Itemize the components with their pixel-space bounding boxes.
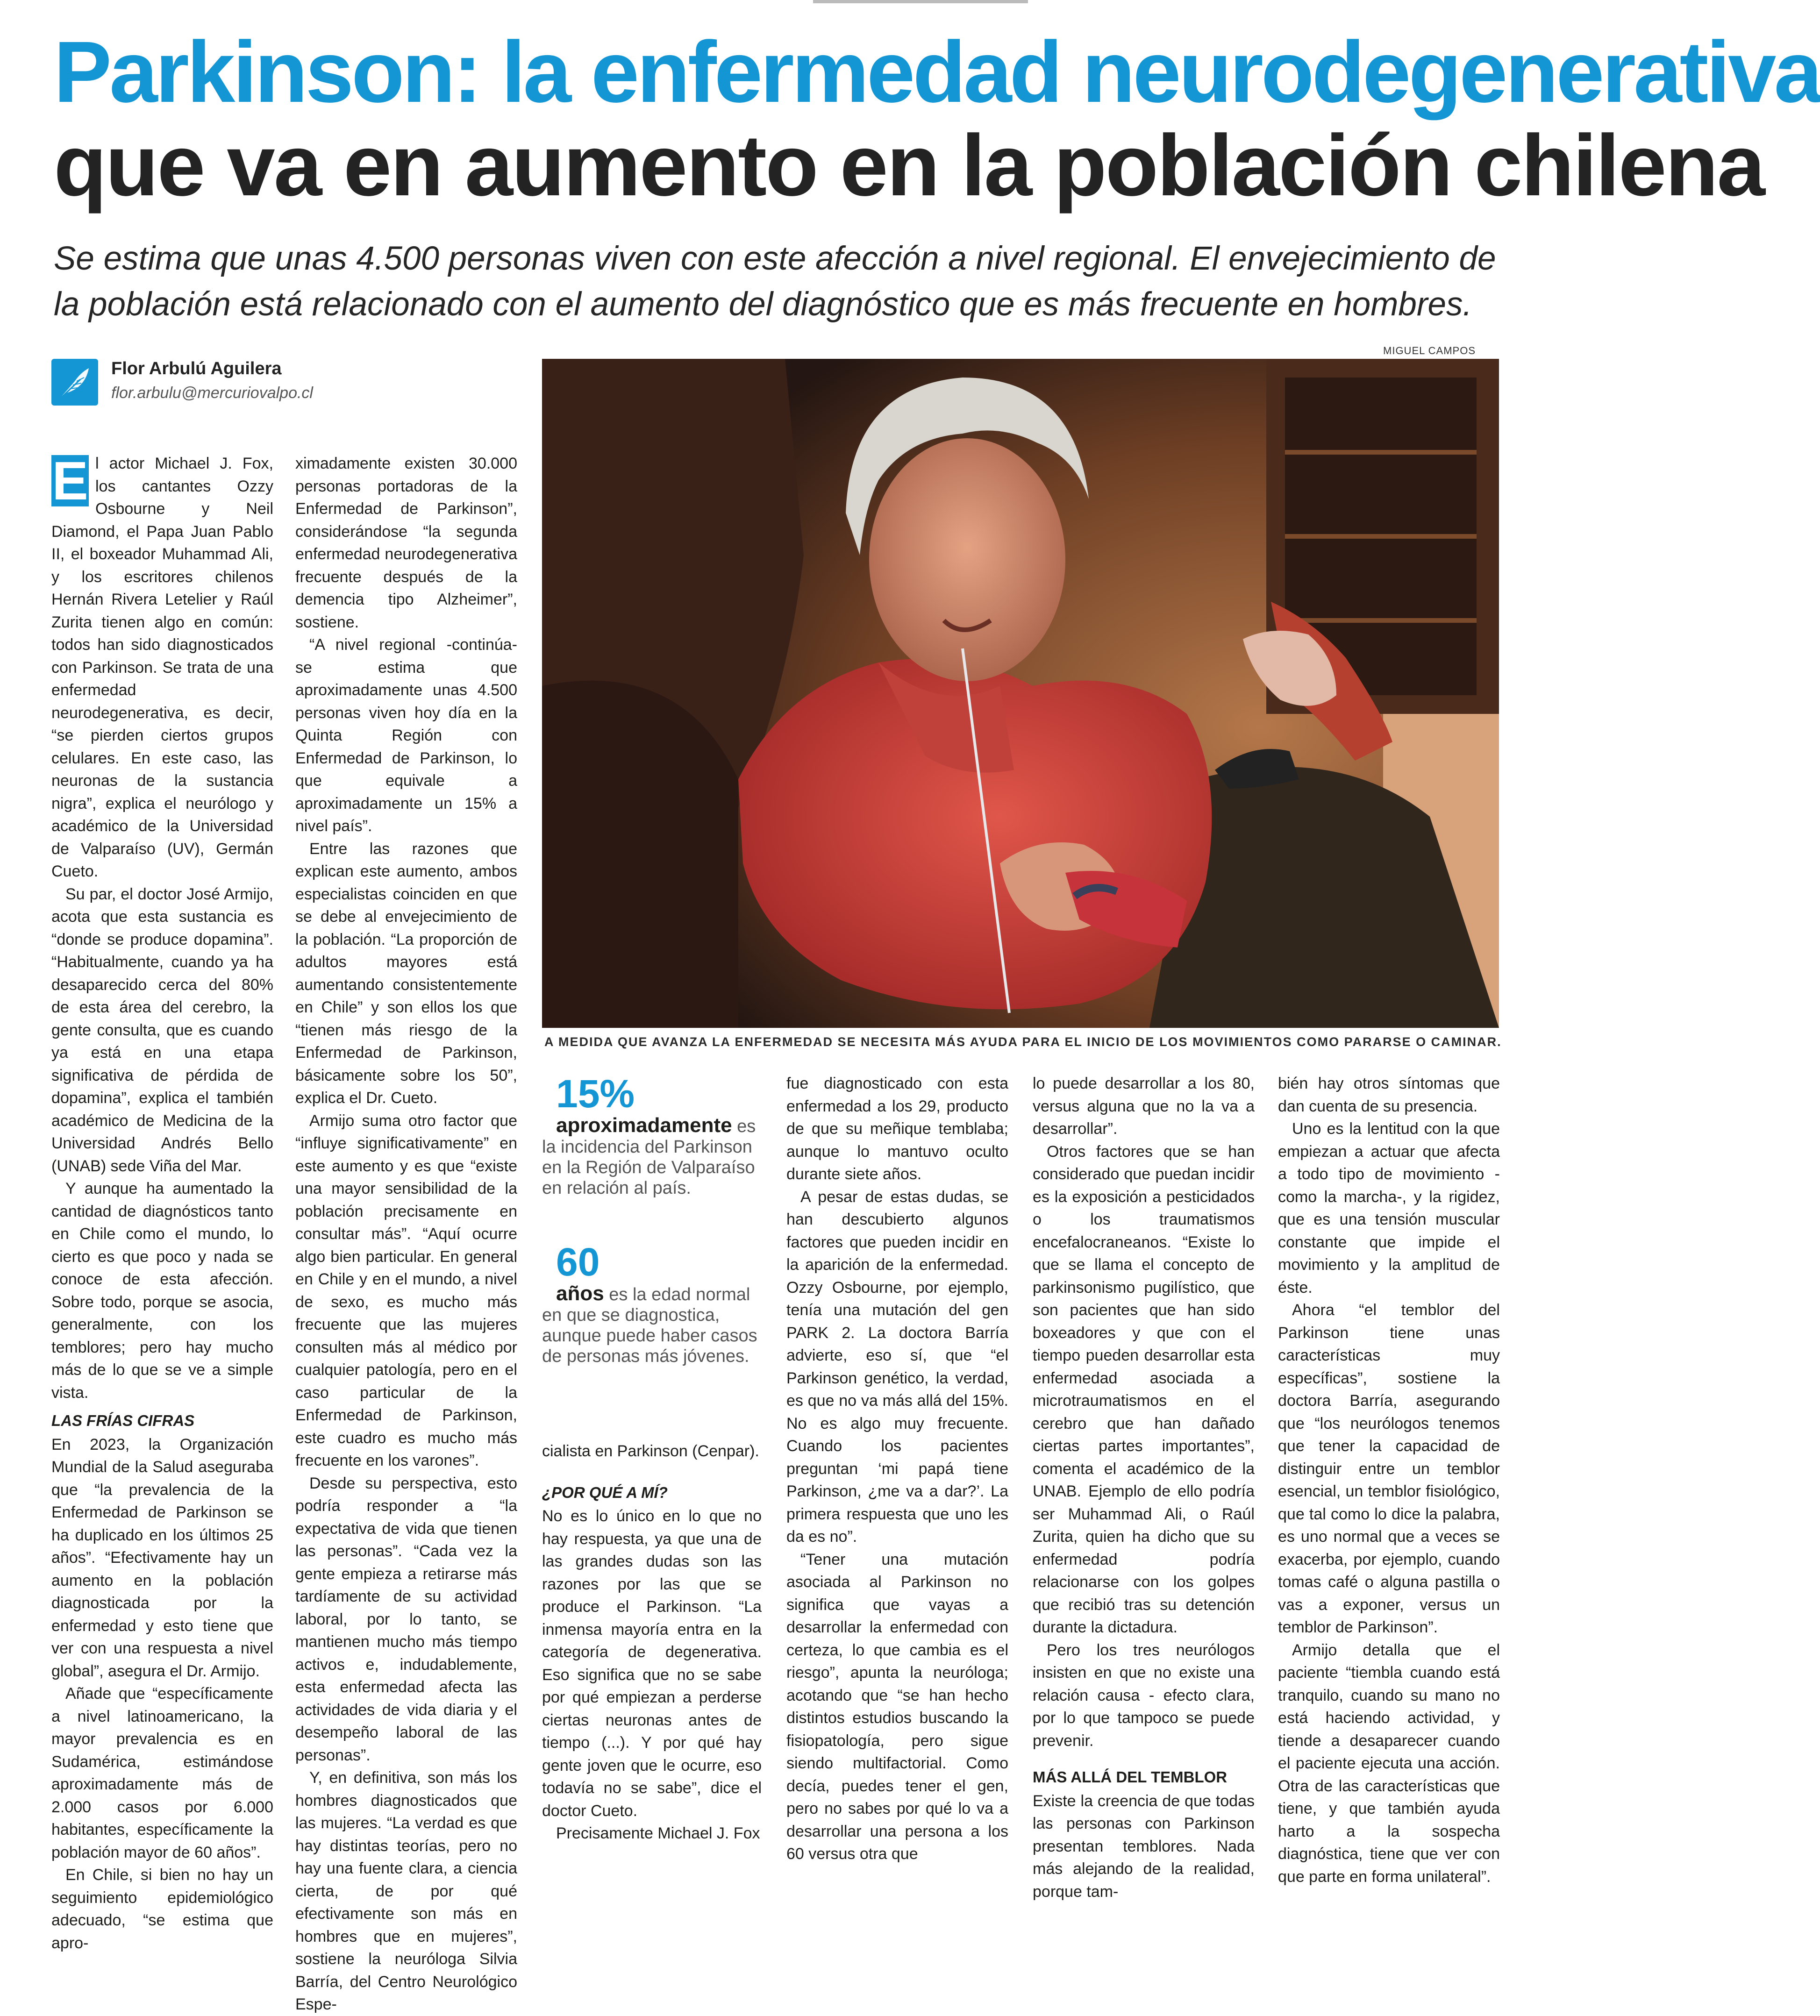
paragraph: Y aunque ha aumentado la cantidad de diagnósticos tanto en Chile como el mundo, lo cierto es que poco y nada se conoce de esta afección. Sobre todo, porque se asocia, generalmente, con los temblores; pero hay mucho más de lo que se ve a simple vista. bbox=[51, 1180, 273, 1402]
paragraph: En Chile, si bien no hay un seguimiento epidemiológico adecuado, “se estima que apro- bbox=[51, 1866, 273, 1952]
headline-line-1: Parkinson: la enfermedad neurodegenerativa bbox=[54, 24, 1820, 121]
column-2 bbox=[295, 452, 517, 2016]
paragraph: Uno es la lentitud con la que empiezan a actuar que afecta a todo tipo de movimiento -como la marcha-, y la rigidez, que es una tensión muscular constante que impide el movimiento y la amplitud de éste. bbox=[1278, 1120, 1500, 1297]
paragraph: cialista en Parkinson (Cenpar). bbox=[542, 1442, 759, 1460]
paragraph: Entre las razones que explican este aumento, ambos especialistas coinciden en que se debe al envejecimiento de la población. “La proporción de adultos mayores está aumentando consistentemente en Chile” y son ellos los que “tienen más riesgo de la Enfermedad de Parkinson, básicamente sobre los 50”, explica el Dr. Cueto. bbox=[295, 840, 517, 1107]
paragraph: “Tener una mutación asociada al Parkinson no significa que vayas a desarrollar la enfermedad con certeza, lo que cambia es el riesgo”, apunta la neuróloga; acotando que “se han hecho distintos estudios buscando la fisiopatología, pero sigue siendo multifactorial. Como decía, puedes tener el gen, pero no sabes por qué lo va a desarrollar una persona a los 60 versus otra que bbox=[786, 1550, 1008, 1863]
column-3 bbox=[542, 1440, 762, 1845]
paragraph: bién hay otros síntomas que dan cuenta de su presencia. bbox=[1278, 1075, 1500, 1115]
subheading: MÁS ALLÁ DEL TEMBLOR bbox=[1033, 1768, 1228, 1786]
paragraph: Otros factores que se han considerado que puedan incidir es la exposición a pesticidados o los traumatismos encefalocraneanos. “Existe lo que se llama el concepto de parkinsonismo pugilístico, que son pacientes que han sido boxeadores y que con el tiempo pueden desarrollar esta enfermedad asociada a microtraumatismos en el cerebro que han dañado ciertas partes importantes”, comenta el académico de la UNAB. Ejemplo de ello podría ser Muhammad Ali, o Raúl Zurita, quien ha dicho que su enfermedad podría relacionarse con los golpes que recibió tras su detención durante la dictadura. bbox=[1033, 1142, 1255, 1636]
paragraph: Pero los tres neurólogos insisten en que no existe una relación causa - efecto clara, por lo que tampoco se puede prevenir. bbox=[1033, 1641, 1255, 1750]
stat-block bbox=[542, 1240, 762, 1367]
subheading: LAS FRÍAS CIFRAS bbox=[51, 1412, 195, 1429]
paragraph: Precisamente Michael J. Fox bbox=[556, 1824, 760, 1842]
paragraph: Su par, el doctor José Armijo, acota que esta sustancia es “donde se produce dopamina”. “Habitualmente, cuando ya ha desaparecido cerca del 80% de esta área del cerebro, la gente consulta, que es cuando ya está en una etapa significativa de pérdida de dopamina”, explica el también académico de Medicina de la Universidad Andrés Bello (UNAB) sede Viña del Mar. bbox=[51, 885, 273, 1175]
headline-line-2: que va en aumento en la población chilena bbox=[54, 117, 1764, 214]
stat-value: 60 bbox=[556, 1240, 600, 1284]
paragraph: ximadamente existen 30.000 personas portadoras de la Enfermedad de Parkinson”, considerándose “la segunda enfermedad neurodegenerativa frecuente después de la demencia tipo Alzheimer”, sostiene. bbox=[295, 455, 517, 631]
stat-description: años es la edad normal en que se diagnostica, aunque puede haber casos de personas más jóvenes. bbox=[542, 1282, 757, 1366]
lead-paragraph: Se estima que unas 4.500 personas viven con este afección a nivel regional. El envejecimiento de la población está relacionado con el aumento del diagnóstico que es más frecuente en hombres. bbox=[54, 240, 1496, 323]
paragraph: Y, en definitiva, son más los hombres diagnosticados que las mujeres. “La verdad es que hay distintas teorías, pero no hay una fuente clara, a ciencia cierta, de por qué efectivamente son más en hombres que en mujeres”, sostiene la neuróloga Silvia Barría, del Centro Neurológico Espe- bbox=[295, 1769, 517, 2013]
paragraph: No es lo único en lo que no hay respuesta, ya que una de las grandes dudas son las razones por las que se produce el Parkinson. “La inmensa mayoría entra en la categoría de degenerativa. Eso significa que no se sabe por qué empiezan a perderse ciertas neuronas antes de tiempo (...). Y por qué hay gente joven que le ocurre, eso todavía no se sabe”, dice el doctor Cueto. bbox=[542, 1507, 762, 1820]
paragraph: A pesar de estas dudas, se han descubierto algunos factores que pueden incidir en la aparición de la enfermedad. Ozzy Osbourne, por ejemplo, tenía una mutación del gen PARK 2. La doctora Barría advierte, eso sí, que “el Parkinson genético, la verdad, es que no va más allá del 15%. No es algo muy frecuente. Cuando los pacientes preguntan ‘mi papá tiene Parkinson, ¿me va a dar?’. La primera respuesta que uno les da es no”. bbox=[786, 1188, 1008, 1546]
column-4 bbox=[786, 1072, 1008, 1866]
column-5 bbox=[1033, 1072, 1255, 1903]
paragraph: Desde su perspectiva, esto podría responder a “la expectativa de vida que tienen las personas”. “Cada vez la gente empieza a retirarse más tardíamente de su actividad laboral, por lo tanto, se mantienen mucho más tiempo activos e, indudablemente, esta enfermedad afecta las actividades de vida diaria y el desempeño laboral de las personas”. bbox=[295, 1474, 517, 1764]
paragraph: lo puede desarrollar a los 80, versus alguna que no la va a desarrollar”. bbox=[1033, 1075, 1255, 1138]
author-name: Flor Arbulú Aguilera bbox=[111, 359, 282, 378]
paragraph: En 2023, la Organización Mundial de la Salud aseguraba que “la prevalencia de la Enfermedad de Parkinson se ha duplicado en los últimos 25 años”. “Efectivamente hay un aumento en la población diagnosticada por la enfermedad y esto tiene que ver con una respuesta a nivel global”, asegura el Dr. Armijo. bbox=[51, 1435, 273, 1680]
paragraph: Existe la creencia de que todas las personas con Parkinson presentan temblores. Nada más alejando de la realidad, porque tam- bbox=[1033, 1792, 1255, 1901]
author-email[interactable]: flor.arbulu@mercuriovalpo.cl bbox=[111, 384, 313, 402]
byline bbox=[51, 355, 472, 406]
stat-block bbox=[542, 1072, 762, 1198]
paragraph: Ahora “el temblor del Parkinson tiene unas características muy específicas”, sostiene la doctora Barría, asegurando que “los neurólogos tenemos que tener la capacidad de distinguir entre un temblor esencial, un temblor fisiológico, que tal como lo dice la palabra, es uno normal que a veces se exacerba, por ejemplo, cuando tomas café o alguna pastilla o vas a exponer, versus un temblor de Parkinson”. bbox=[1278, 1301, 1500, 1636]
subheading: ¿POR QUÉ A MÍ? bbox=[542, 1483, 668, 1501]
paragraph: fue diagnosticado con esta enfermedad a los 29, producto de que su meñique temblaba; aunque lo mantuvo oculto durante siete años. bbox=[786, 1075, 1008, 1183]
paragraph: Armijo suma otro factor que “influye significativamente” en este aumento y es que “existe una mayor sensibilidad de la población precisamente en consultar más”. “Aquí ocurre algo bien particular. En general en Chile y en el mundo, a nivel de sexo, es mucho más frecuente que las mujeres consulten más al médico por cualquier patología, pero en el caso particular de la Enfermedad de Parkinson, este cuadro es mucho más frecuente en los varones”. bbox=[295, 1111, 517, 1469]
stat-description: aproximadamente es la incidencia del Parkinson en la Región de Valparaíso en relación al país. bbox=[542, 1114, 756, 1198]
photo-caption: A MEDIDA QUE AVANZA LA ENFERMEDAD SE NECESITA MÁS AYUDA PARA EL INICIO DE LOS MOVIMIENTOS COMO PARARSE O CAMINAR. bbox=[544, 1035, 1502, 1049]
photo-credit: MIGUEL CAMPOS bbox=[1383, 345, 1476, 356]
article-photo bbox=[542, 359, 1499, 1028]
paragraph: Añade que “específicamente a nivel latinoamericano, la mayor prevalencia es en Sudamérica, estimándose aproximadamente más de 2.000 casos por 6.000 habitantes, específicamente la población mayor de 60 años”. bbox=[51, 1685, 273, 1861]
column-1 bbox=[51, 452, 273, 1954]
top-rule bbox=[813, 0, 1028, 3]
stat-value: 15% bbox=[556, 1072, 635, 1116]
drop-cap: E bbox=[52, 450, 88, 511]
paragraph: “A nivel regional -continúa- se estima que aproximadamente unas 4.500 personas viven hoy día en la Quinta Región con Enfermedad de Parkinson, lo que equivale a aproximadamente un 15% a nivel país”. bbox=[295, 636, 517, 835]
stats-column bbox=[542, 1072, 762, 1367]
column-6 bbox=[1278, 1072, 1500, 1888]
paragraph: E l actor Michael J. Fox, los cantantes Ozzy Osbourne y Neil Diamond, el Papa Juan Pablo II, el boxeador Muhammad Ali, y los escritores chilenos Hernán Rivera Letelier y Raúl Zurita tienen algo en común: todos han sido diagnosticados con Parkinson. Se trata de una enfermedad neurodegenerativa, es decir, “se pierden ciertos grupos celulares. En este caso, las neuronas de la sustancia nigra”, explica el neurólogo y académico de la Universidad de Valparaíso (UV), Germán Cueto. bbox=[51, 450, 273, 880]
paragraph: Armijo detalla que el paciente “tiembla cuando está tranquilo, cuando su mano no está haciendo actividad, y tiende a desaparecer cuando el paciente ejecuta una acción. Otra de las características que tiene, y que también ayuda harto a la sospecha diagnóstica, tiene que ver con que parte en forma unilateral”. bbox=[1278, 1641, 1500, 1886]
feather-icon bbox=[51, 359, 98, 406]
